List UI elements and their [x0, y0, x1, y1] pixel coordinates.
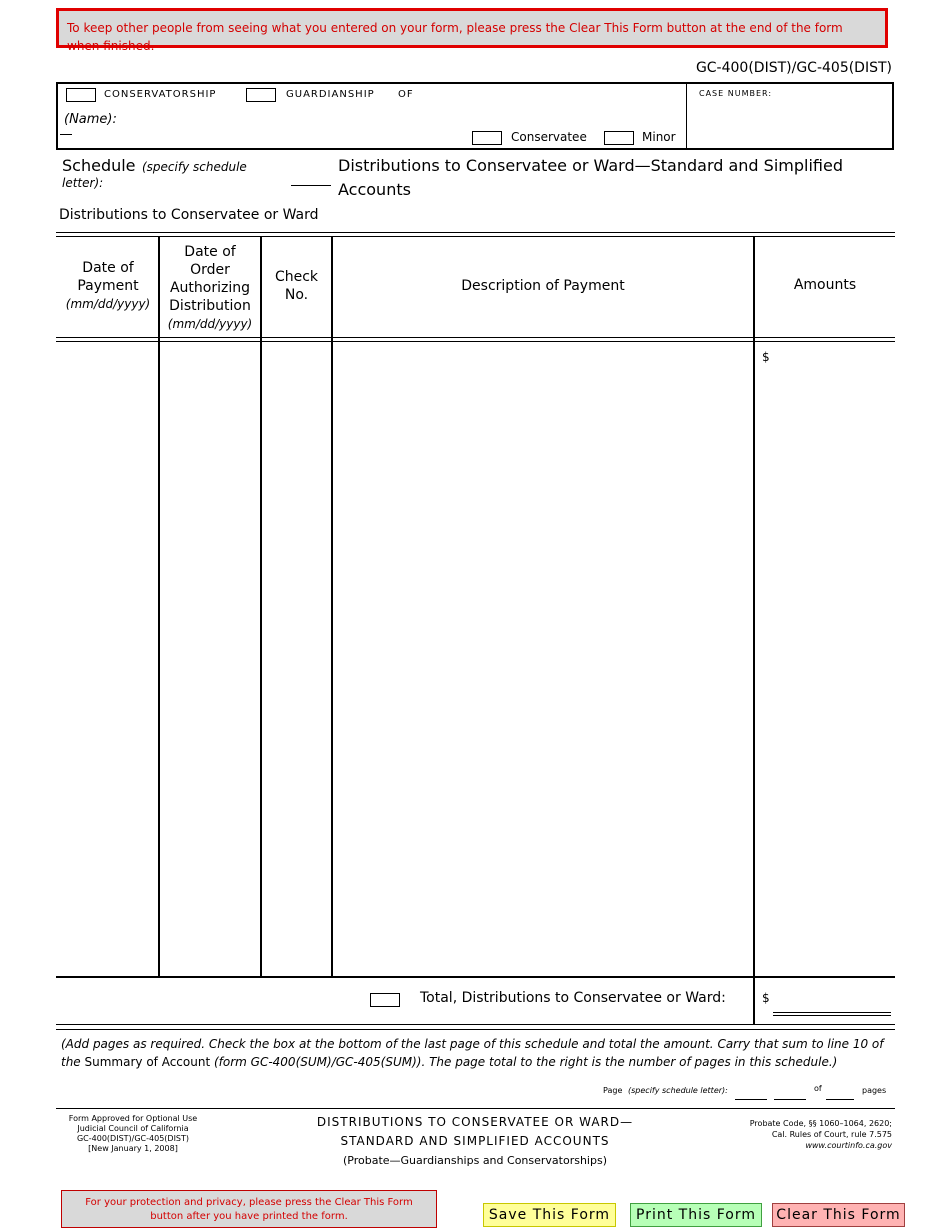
schedule-label: Schedule: [62, 156, 136, 175]
total-label: Total, Distributions to Conservatee or Ward:: [420, 990, 726, 1006]
col-description-header: Description of Payment: [461, 278, 625, 294]
print-form-button[interactable]: Print This Form: [630, 1203, 762, 1227]
caption-divider: [686, 84, 687, 148]
page-total-field[interactable]: [826, 1099, 854, 1100]
footer-left: Form Approved for Optional Use Judicial Council of California GC-400(DIST)/GC-405(DIST) [New January 1, 2008]: [68, 1114, 198, 1153]
conservatee-checkbox[interactable]: [472, 131, 502, 145]
of-label: OF: [398, 89, 414, 100]
form-number: GC-400(DIST)/GC-405(DIST): [695, 60, 892, 76]
table-total-line: [56, 976, 895, 978]
schedule-specify: (specify schedule letter):: [62, 160, 247, 190]
table-top-line-2: [56, 236, 895, 237]
page-number-field[interactable]: [774, 1099, 806, 1100]
table-bottom-line-1: [56, 1024, 895, 1025]
last-page-checkbox[interactable]: [370, 993, 400, 1007]
amounts-field[interactable]: [775, 343, 893, 973]
table-header-line-2: [56, 341, 895, 342]
total-amount-field[interactable]: [773, 996, 891, 1010]
total-underline-2: [773, 1015, 891, 1016]
page-label: Page: [603, 1086, 623, 1095]
col-check-no-header: Check No.: [274, 269, 319, 303]
conservatorship-checkbox[interactable]: [66, 88, 96, 102]
guardianship-label: GUARDIANSHIP: [286, 89, 375, 100]
table-top-line-1: [56, 232, 895, 233]
clear-form-button[interactable]: Clear This Form: [772, 1203, 905, 1227]
schedule-title-line1: Distributions to Conservatee or Ward—Standard and Simplified: [338, 156, 843, 175]
total-underline-1: [773, 1012, 891, 1013]
page-specify: (specify schedule letter):: [628, 1086, 728, 1095]
guardianship-checkbox[interactable]: [246, 88, 276, 102]
schedule-letter-field[interactable]: [291, 185, 331, 186]
footer-rule: [56, 1108, 895, 1109]
minor-checkbox[interactable]: [604, 131, 634, 145]
case-number-field[interactable]: [690, 102, 890, 146]
total-dollar-sign: $: [762, 991, 770, 1005]
conservatee-label: Conservatee: [511, 130, 587, 144]
col-divider-4: [753, 237, 755, 1025]
case-number-label: CASE NUMBER:: [699, 89, 773, 98]
pages-label: pages: [862, 1086, 887, 1095]
privacy-notice-top: To keep other people from seeing what you entered on your form, please press the Clear This Form button at the end of the form when finished.: [56, 8, 888, 48]
footer-right: Probate Code, §§ 1060–1064, 2620; Cal. Rules of Court, rule 7.575 www.courtinfo.ca.gov: [749, 1119, 892, 1150]
privacy-notice-bottom: For your protection and privacy, please press the Clear This Form button after you have printed the form.: [61, 1190, 437, 1228]
entries-area[interactable]: [58, 343, 752, 973]
name-label: (Name):: [64, 112, 117, 127]
col-amounts-header: Amounts: [793, 277, 857, 293]
amount-dollar-sign: $: [762, 350, 770, 364]
minor-label: Minor: [642, 130, 676, 144]
name-field-marker[interactable]: [60, 134, 72, 135]
section-title: Distributions to Conservatee or Ward: [59, 207, 319, 223]
table-header-line-1: [56, 337, 895, 338]
save-form-button[interactable]: Save This Form: [483, 1203, 616, 1227]
col-date-of-order-header: Date of Order Authorizing Distribution (mm/dd/yyyy): [167, 244, 253, 331]
instructions: (Add pages as required. Check the box at the bottom of the last page of this schedule and total the amount. Carry that sum to line 10 of the Summary of Account (form GC-400(SUM)/GC-405(SUM)). The page total to the right is the number of pages in this schedule.): [61, 1037, 884, 1069]
table-bottom-line-2: [56, 1029, 895, 1030]
schedule-title-line2: Accounts: [338, 180, 411, 199]
col-date-of-payment-header: Date of Payment (mm/dd/yyyy): [65, 260, 151, 311]
conservatorship-label: CONSERVATORSHIP: [104, 89, 217, 100]
footer-center: DISTRIBUTIONS TO CONSERVATEE OR WARD— STANDARD AND SIMPLIFIED ACCOUNTS (Probate—Guardianships and Conservatorships): [316, 1115, 634, 1167]
page-letter-field[interactable]: [735, 1099, 767, 1100]
page-of-label: of: [814, 1084, 822, 1093]
